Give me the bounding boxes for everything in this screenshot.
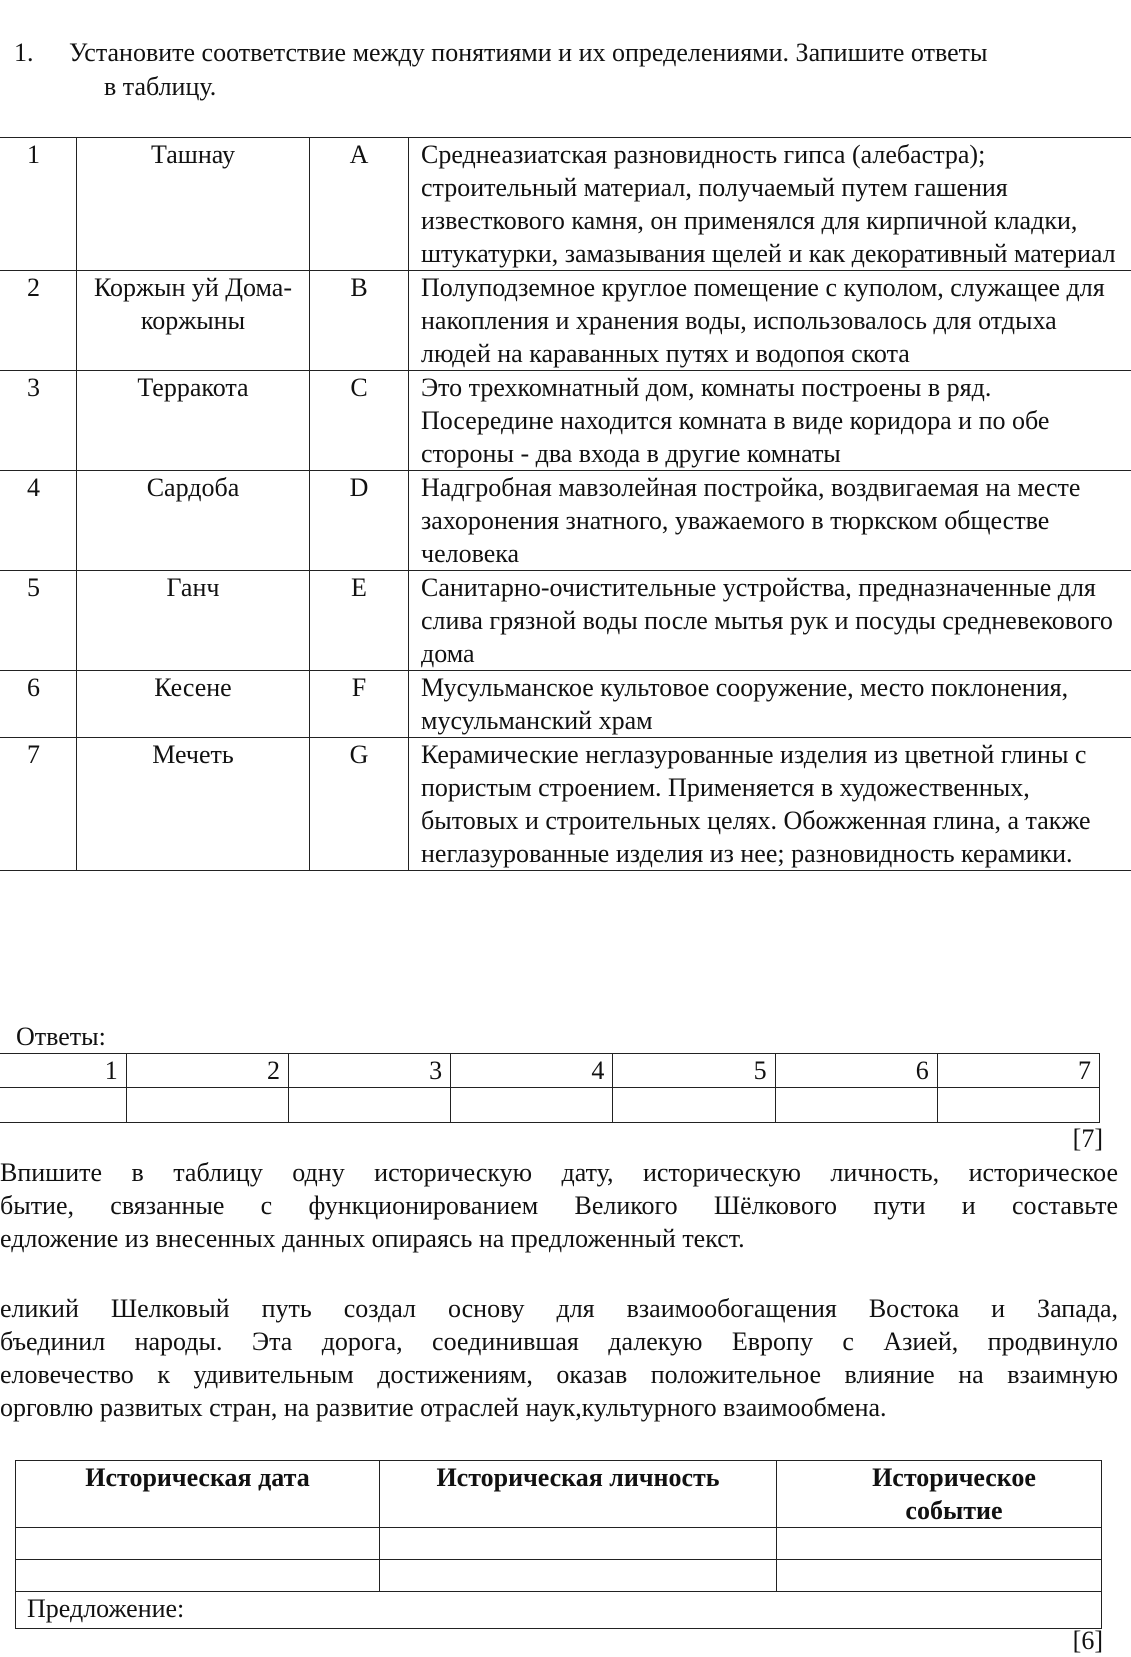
definition: Надгробная мавзолейная постройка, воздвигаемая на месте захоронения знатного, уважаемого в тюркском обществе человека: [409, 471, 1131, 571]
row-number: 7: [0, 738, 77, 871]
answers-label: Ответы:: [16, 1020, 106, 1053]
definition-letter: E: [310, 571, 409, 671]
term: Мечеть: [77, 738, 310, 871]
definition-letter: C: [310, 371, 409, 471]
answer-cell-6[interactable]: [775, 1088, 937, 1123]
source-text-line: бъединил народы. Эта дорога, соединившая далекую Европу с Азией, продвинуло: [0, 1325, 1118, 1358]
answer-column-4: 4: [451, 1054, 613, 1088]
row-number: 1: [0, 138, 77, 271]
person-cell[interactable]: [380, 1560, 777, 1592]
matching-row: [0, 371, 1131, 471]
event-cell[interactable]: [777, 1528, 1102, 1560]
source-text-line: еликий Шелковый путь создал основу для взаимообогащения Востока и Запада,: [0, 1292, 1118, 1325]
header-historical-event: Историческое событие: [777, 1461, 1102, 1528]
row-number: 3: [0, 371, 77, 471]
answer-cell-3[interactable]: [288, 1088, 450, 1123]
matching-table: [0, 137, 1131, 871]
row-number: 4: [0, 471, 77, 571]
answer-column-6: 6: [775, 1054, 937, 1088]
source-text-line: орговлю развитых стран, на развитие отраслей наук,культурного взаимообмена.: [0, 1391, 1118, 1424]
task2-instruction-line: Впишите в таблицу одну историческую дату, историческую личность, историческое: [0, 1156, 1118, 1189]
history-table: [15, 1460, 1102, 1629]
answer-column-5: 5: [613, 1054, 775, 1088]
date-cell[interactable]: [16, 1560, 380, 1592]
term: Ташнау: [77, 138, 310, 271]
task2-instruction: [0, 1156, 1118, 1255]
task1-score: [7]: [1073, 1122, 1103, 1155]
answer-cell-1[interactable]: [0, 1088, 126, 1123]
matching-row: [0, 571, 1131, 671]
task2-instruction-line: едложение из внесенных данных опираясь на предложенный текст.: [0, 1222, 1118, 1255]
term: Кесене: [77, 671, 310, 738]
sentence-label: Предложение:: [27, 1594, 184, 1623]
term: Сардоба: [77, 471, 310, 571]
matching-row: [0, 471, 1131, 571]
task1-instruction-line1: Установите соответствие между понятиями и их определениями. Запишите ответы: [69, 36, 1114, 69]
row-number: 5: [0, 571, 77, 671]
answer-cell-2[interactable]: [126, 1088, 288, 1123]
answer-column-2: 2: [126, 1054, 288, 1088]
definition-letter: A: [310, 138, 409, 271]
answer-column-3: 3: [288, 1054, 450, 1088]
row-number: 6: [0, 671, 77, 738]
person-cell[interactable]: [380, 1528, 777, 1560]
header-historical-date: Историческая дата: [16, 1461, 380, 1528]
sentence-row[interactable]: [16, 1592, 1102, 1629]
answer-column-1: 1: [0, 1054, 126, 1088]
header-historical-person: Историческая личность: [380, 1461, 777, 1528]
answer-cell-5[interactable]: [613, 1088, 775, 1123]
answer-cell-4[interactable]: [451, 1088, 613, 1123]
definition-letter: F: [310, 671, 409, 738]
definition: Керамические неглазурованные изделия из цветной глины с пористым строением. Применяется в художественных, бытовых и строительных целях. Обожженная глина, а также неглазурованные изделия из нее; разновидность керамики.: [409, 738, 1131, 871]
definition: Среднеазиатская разновидность гипса (алебастра); строительный материал, получаемый путем гашения известкового камня, он применялся для кирпичной кладки, штукатурки, замазывания щелей и как декоративный материал: [409, 138, 1131, 271]
definition: Мусульманское культовое сооружение, место поклонения, мусульманский храм: [409, 671, 1131, 738]
matching-row: [0, 671, 1131, 738]
definition-letter: G: [310, 738, 409, 871]
term: Ганч: [77, 571, 310, 671]
matching-row: [0, 138, 1131, 271]
answer-column-7: 7: [937, 1054, 1099, 1088]
matching-row: [0, 271, 1131, 371]
matching-row: [0, 738, 1131, 871]
task1-number: 1.: [14, 36, 34, 69]
event-cell[interactable]: [777, 1560, 1102, 1592]
term: Терракота: [77, 371, 310, 471]
task1-instruction-line2: в таблицу.: [104, 70, 216, 103]
source-text-line: еловечество к удивительным достижениям, оказав положительное влияние на взаимную: [0, 1358, 1118, 1391]
date-cell[interactable]: [16, 1528, 380, 1560]
term: Коржын уй Дома-коржыны: [77, 271, 310, 371]
task2-score: [6]: [1073, 1624, 1103, 1657]
definition: Это трехкомнатный дом, комнаты построены в ряд. Посередине находится комната в виде коридора и по обе стороны - два входа в другие комнаты: [409, 371, 1131, 471]
answer-cell-7[interactable]: [937, 1088, 1099, 1123]
definition-letter: B: [310, 271, 409, 371]
row-number: 2: [0, 271, 77, 371]
definition: Полуподземное круглое помещение с куполом, служащее для накопления и хранения воды, использовалось для отдыха людей на караванных путях и водопоя скота: [409, 271, 1131, 371]
definition-letter: D: [310, 471, 409, 571]
task2-source-text: [0, 1292, 1118, 1424]
definition: Санитарно-очистительные устройства, предназначенные для слива грязной воды после мытья рук и посуды средневекового дома: [409, 571, 1131, 671]
answers-table: [0, 1053, 1100, 1123]
task2-instruction-line: бытие, связанные с функционированием Великого Шёлкового пути и составьте: [0, 1189, 1118, 1222]
